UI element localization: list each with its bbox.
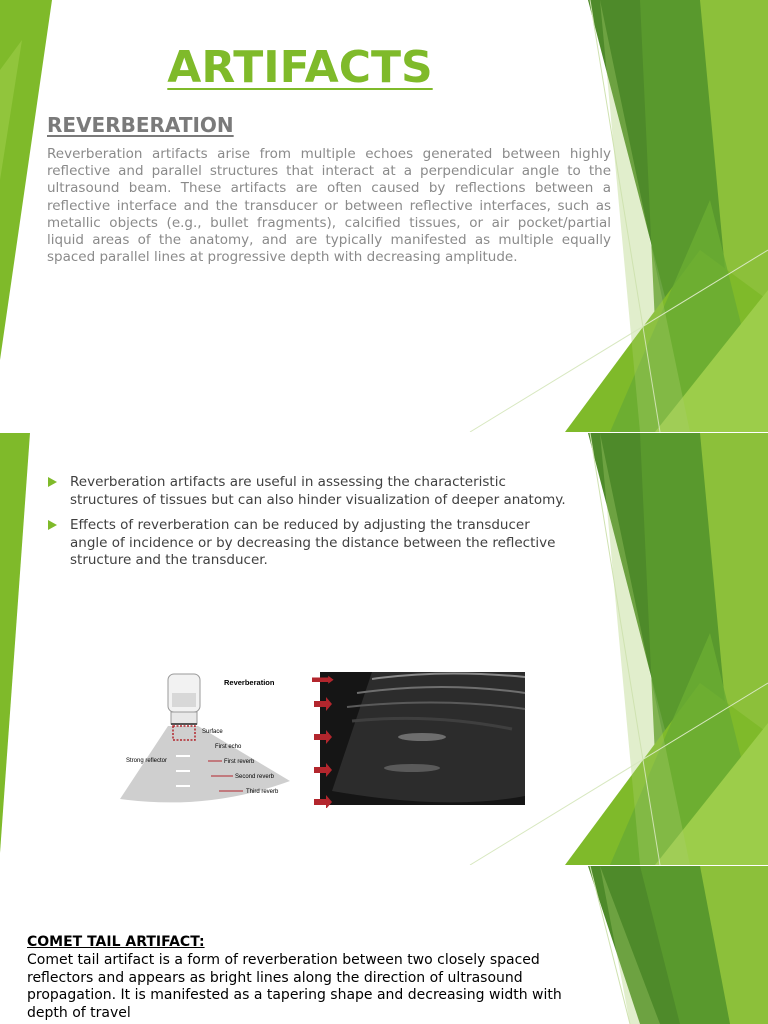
bullet-item bbox=[48, 474, 568, 509]
bullet-arrow-icon bbox=[48, 520, 57, 530]
bullet-item bbox=[48, 517, 568, 570]
section-heading: REVERBERATION bbox=[47, 113, 234, 137]
page-title: ARTIFACTS bbox=[167, 42, 433, 93]
second-reverb-label: Second reverb bbox=[235, 774, 275, 780]
slide-reverberation-notes bbox=[0, 433, 768, 865]
slide-reverberation-intro bbox=[0, 0, 768, 432]
comet-tail-description: Comet tail artifact is a form of reverberation between two closely spaced reflectors and appears as bright lines along the direction of ultrasound propagation. It is manifested as a tapering shape and decreasing width with depth of travel bbox=[27, 952, 562, 1021]
bullet-arrow-icon bbox=[48, 477, 57, 487]
diagram-title: Reverberation bbox=[224, 678, 275, 687]
strong-reflector-label: Strong reflector bbox=[126, 758, 168, 764]
slide-comet-tail bbox=[0, 866, 768, 1024]
first-echo-label: First echo bbox=[215, 744, 242, 750]
comet-tail-heading: COMET TAIL ARTIFACT: bbox=[27, 934, 205, 950]
first-reverb-label: First reverb bbox=[224, 759, 255, 765]
reverberation-diagram bbox=[118, 671, 298, 806]
third-reverb-label: Third reverb bbox=[246, 789, 279, 795]
surface-label: Surface bbox=[202, 729, 223, 735]
reverberation-description: Reverberation artifacts arise from multiple echoes generated between highly reflective and parallel structures that interact at a perpendicular angle to the ultrasound beam. These artifacts are often caused by reflections between a reflective interface and the transducer or between reflective interfaces, such as metallic objects (e.g., bullet fragments), calcified tissues, or air pocket/partial liquid areas of the anatomy, and are typically manifested as multiple equally spaced parallel lines at progressive depth with decreasing amplitude. bbox=[47, 146, 611, 266]
ultrasound-image bbox=[312, 671, 527, 808]
bullet-text: Effects of reverberation can be reduced by adjusting the transducer angle of incidence or by decreasing the distance between the reflective structure and the transducer. bbox=[70, 517, 556, 568]
bullet-list bbox=[48, 474, 568, 578]
bullet-text: Reverberation artifacts are useful in assessing the characteristic structures of tissues but can also hinder visualization of deeper anatomy. bbox=[70, 474, 566, 508]
